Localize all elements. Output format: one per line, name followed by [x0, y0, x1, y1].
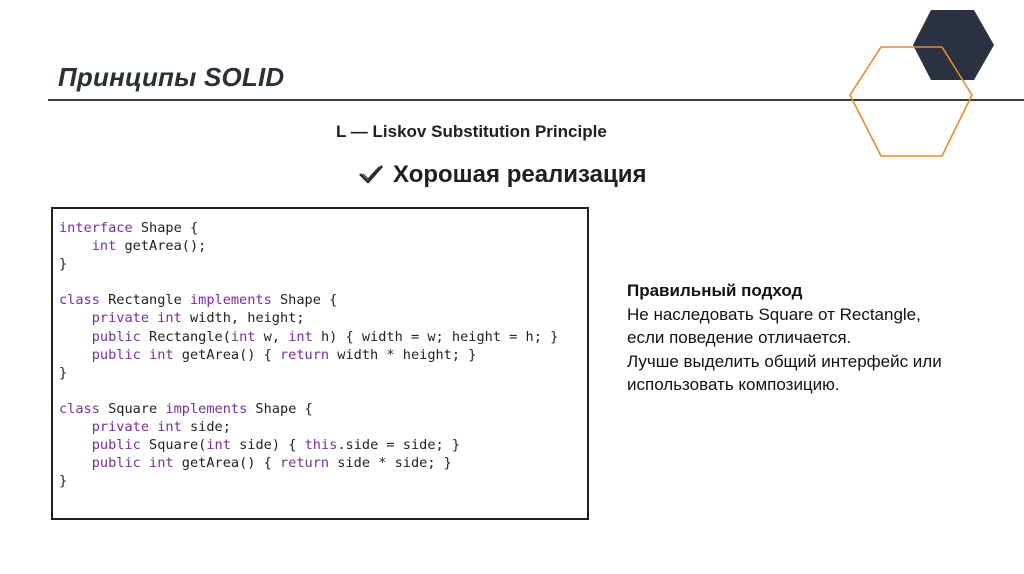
code-line — [59, 346, 587, 364]
code-line — [59, 291, 587, 309]
code-keyword: int — [91, 238, 117, 255]
code-keyword: return — [280, 346, 330, 363]
code-text: h) { width = w; height = h; } — [312, 328, 559, 345]
code-line — [59, 273, 587, 291]
code-text: width, height; — [181, 310, 305, 327]
dark-hexagon-shape — [913, 10, 994, 80]
code-line — [59, 328, 587, 346]
code-text: getArea(); — [116, 238, 207, 255]
explanation-block — [627, 279, 1017, 397]
code-text: side * side; } — [329, 455, 452, 472]
explanation-line: Не наследовать Square от Rectangle, — [627, 304, 921, 324]
explanation-line: Лучше выделить общий интерфейс или — [627, 351, 942, 371]
code-line — [59, 255, 587, 273]
explanation-line: если поведение отличается. — [627, 328, 852, 347]
code-keyword: class — [59, 292, 100, 309]
code-keyword: this — [304, 437, 338, 454]
code-text: Rectangle( — [140, 328, 231, 345]
code-keyword: interface — [59, 220, 133, 236]
code-text — [59, 437, 92, 453]
code-text: } — [59, 364, 68, 381]
code-line — [59, 382, 587, 400]
principle-subtitle: L — Liskov Substitution Principle — [336, 122, 607, 141]
code-text: Rectangle — [99, 292, 190, 309]
code-keyword: private int — [91, 419, 182, 436]
code-text: Shape { — [271, 292, 338, 309]
code-line — [59, 237, 587, 255]
section-heading — [357, 161, 647, 189]
code-text — [59, 310, 92, 326]
code-text: Shape { — [247, 400, 313, 417]
code-keyword: public int — [91, 455, 174, 472]
code-keyword: implements — [189, 292, 272, 309]
code-text — [59, 419, 92, 435]
code-keyword: int — [206, 437, 231, 454]
code-text: .side = side; } — [337, 437, 461, 454]
slide-title: Принципы SOLID — [58, 62, 285, 92]
explanation-label: Правильный подход — [627, 281, 803, 300]
check-icon — [357, 161, 385, 189]
code-text — [59, 238, 92, 254]
code-text — [59, 347, 92, 363]
code-line — [59, 472, 587, 490]
code-line — [59, 400, 587, 418]
code-text: width * height; } — [329, 346, 477, 363]
code-keyword: int — [288, 328, 313, 345]
code-line — [59, 436, 587, 454]
code-keyword: class — [59, 400, 100, 417]
code-keyword: private int — [91, 310, 182, 327]
code-text: } — [59, 256, 68, 273]
code-keyword: public int — [91, 346, 174, 363]
code-text: Shape { — [132, 220, 199, 236]
code-line — [59, 309, 587, 327]
explanation-line: использовать композицию. — [627, 375, 840, 394]
code-keyword: implements — [165, 400, 248, 417]
code-text: getArea() { — [173, 346, 280, 363]
code-text: w, — [255, 328, 289, 345]
code-block — [51, 207, 589, 520]
hexagon-decoration — [845, 0, 1024, 165]
code-text: Square( — [140, 437, 207, 454]
code-text: side) { — [230, 437, 305, 454]
code-keyword: return — [280, 455, 330, 472]
code-text — [59, 329, 92, 345]
code-text: side; — [181, 419, 231, 436]
code-text — [59, 455, 92, 471]
code-line — [59, 219, 587, 237]
code-keyword: int — [230, 328, 256, 345]
code-line — [59, 364, 587, 382]
heading-text: Хорошая реализация — [393, 161, 647, 188]
code-text: } — [59, 473, 68, 490]
code-text: getArea() { — [173, 455, 280, 472]
code-keyword: public — [91, 437, 141, 454]
code-line — [59, 454, 587, 472]
code-keyword: public — [91, 328, 141, 345]
code-line — [59, 418, 587, 436]
code-text: Square — [99, 400, 166, 417]
